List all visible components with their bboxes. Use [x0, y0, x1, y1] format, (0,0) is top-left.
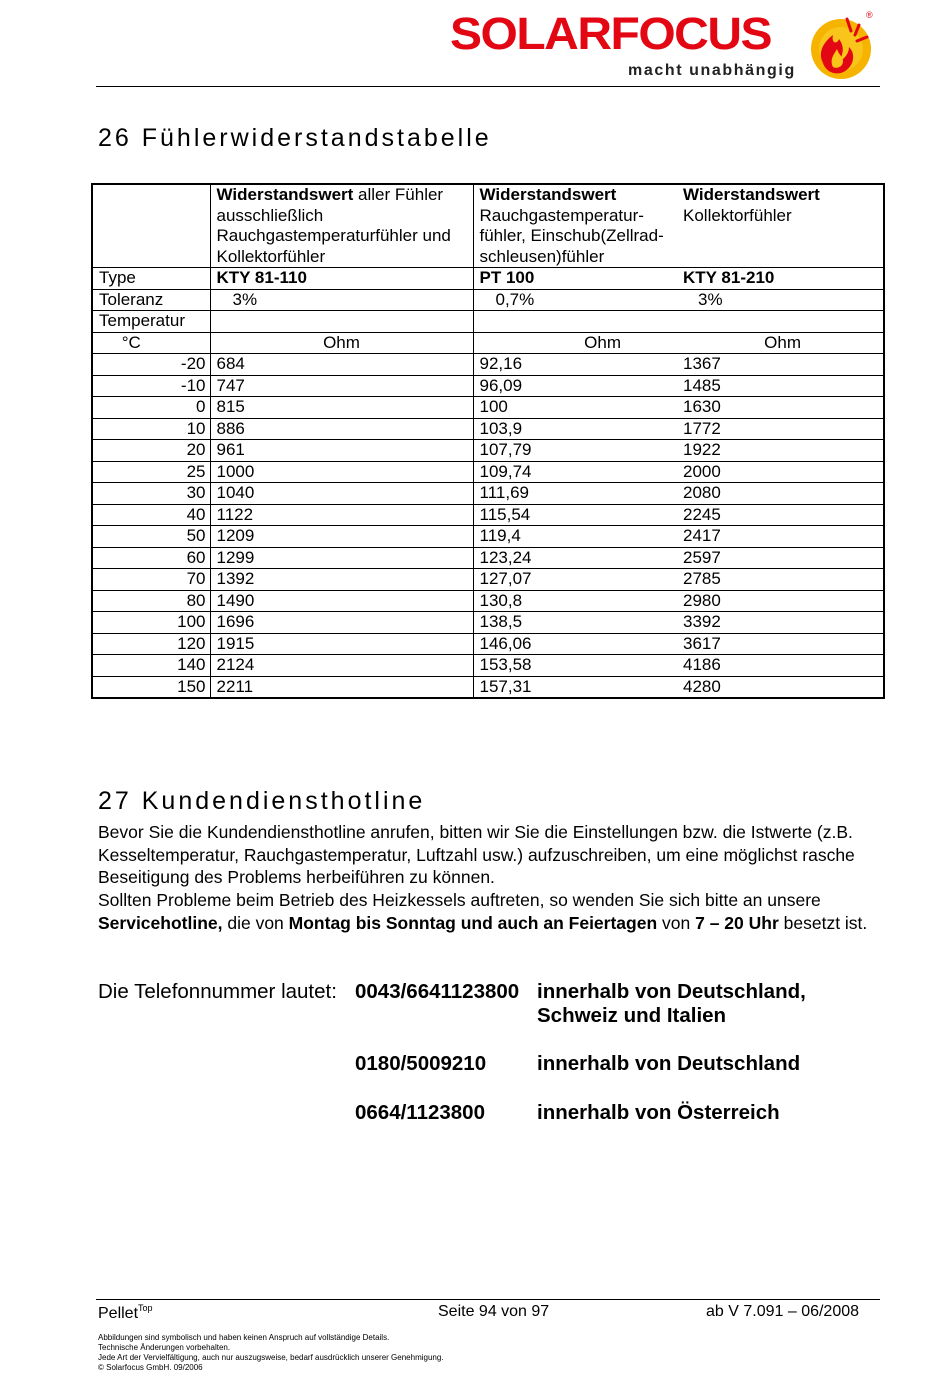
ohm-kty81-210-cell: 1485 [677, 375, 884, 397]
temperature-cell: 40 [92, 504, 210, 526]
ohm-kty81-210-cell: 3392 [677, 612, 884, 634]
unit-ohm: Ohm [210, 332, 473, 354]
ohm-kty81-210-cell: 1630 [677, 397, 884, 419]
empty-cell [210, 311, 473, 333]
hotline-paragraph: Bevor Sie die Kundendiensthotline anrufen, bitten wir Sie die Einstellungen bzw. die Istwerte (z.B. Kesseltemperatur, Rauchgastemperatur, Luftzahl usw.) aufzuschreiben, um eine möglichst rasche Beseitigung des Problems herbeiführen zu können. Sollten Probleme beim Betrieb des Heizkessels auftreten, so wenden Sie sich bitte an unsere Servicehotline, die von Montag bis Sonntag und auch an Feiertagen von 7 – 20 Uhr besetzt ist. [98, 822, 868, 933]
table-row [92, 590, 884, 612]
ohm-kty81-110-cell: 1299 [210, 547, 473, 569]
ohm-pt100-cell: 96,09 [473, 375, 677, 397]
ohm-kty81-110-cell: 1490 [210, 590, 473, 612]
temperature-cell: 60 [92, 547, 210, 569]
ohm-pt100-cell: 146,06 [473, 633, 677, 655]
ohm-kty81-210-cell: 4280 [677, 676, 884, 698]
tolerance-cell: 3% [210, 289, 473, 311]
table-row [92, 504, 884, 526]
ohm-kty81-210-cell: 2080 [677, 483, 884, 505]
ohm-kty81-210-cell: 2000 [677, 461, 884, 483]
sensor-resistance-table [91, 183, 885, 699]
ohm-kty81-110-cell: 961 [210, 440, 473, 462]
ohm-kty81-210-cell: 4186 [677, 655, 884, 677]
unit-celsius: °C [92, 332, 210, 354]
tolerance-cell: 0,7% [473, 289, 677, 311]
ohm-pt100-cell: 127,07 [473, 569, 677, 591]
table-unit-row [92, 332, 884, 354]
ohm-kty81-110-cell: 815 [210, 397, 473, 419]
ohm-pt100-cell: 138,5 [473, 612, 677, 634]
ohm-kty81-110-cell: 2211 [210, 676, 473, 698]
temperature-cell: 120 [92, 633, 210, 655]
header-cell-flue-gas: Widerstandswert Rauchgastemperatur-fühler, Einschub(Zellrad-schleusen)fühler [473, 184, 677, 268]
table-tolerance-row [92, 289, 884, 311]
unit-ohm: Ohm [677, 332, 884, 354]
table-row [92, 440, 884, 462]
table-row [92, 397, 884, 419]
ohm-kty81-110-cell: 1696 [210, 612, 473, 634]
sun-flame-icon [803, 11, 873, 81]
table-row [92, 483, 884, 505]
temperature-cell: -20 [92, 354, 210, 376]
ohm-kty81-110-cell: 1040 [210, 483, 473, 505]
temperature-cell: 50 [92, 526, 210, 548]
ohm-kty81-210-cell: 1922 [677, 440, 884, 462]
tolerance-label: Toleranz [92, 289, 210, 311]
table-row [92, 354, 884, 376]
temperature-cell: -10 [92, 375, 210, 397]
section-26-heading: 26 Fühlerwiderstandstabelle [98, 124, 492, 152]
phone-description: innerhalb von Deutschland, Schweiz und Italien [537, 980, 806, 1027]
table-row [92, 526, 884, 548]
ohm-kty81-210-cell: 1367 [677, 354, 884, 376]
phone-description: innerhalb von Österreich [537, 1101, 780, 1124]
temperature-cell: 30 [92, 483, 210, 505]
ohm-kty81-110-cell: 886 [210, 418, 473, 440]
temperature-cell: 70 [92, 569, 210, 591]
ohm-pt100-cell: 109,74 [473, 461, 677, 483]
brand-logo-text: SOLARFOCUS [450, 8, 771, 60]
ohm-kty81-110-cell: 747 [210, 375, 473, 397]
phone-number: 0664/1123800 [355, 1101, 485, 1124]
temperature-cell: 10 [92, 418, 210, 440]
table-row [92, 547, 884, 569]
ohm-kty81-210-cell: 2785 [677, 569, 884, 591]
temperature-cell: 150 [92, 676, 210, 698]
empty-cell [677, 311, 884, 333]
table-row [92, 633, 884, 655]
section-27-heading: 27 Kundendiensthotline [98, 787, 426, 815]
table-row [92, 375, 884, 397]
temperature-cell: 100 [92, 612, 210, 634]
ohm-kty81-210-cell: 2597 [677, 547, 884, 569]
table-temperature-label-row [92, 311, 884, 333]
ohm-pt100-cell: 100 [473, 397, 677, 419]
ohm-pt100-cell: 130,8 [473, 590, 677, 612]
footer-divider [96, 1299, 880, 1300]
registered-mark: ® [866, 10, 873, 20]
table-row [92, 612, 884, 634]
ohm-kty81-210-cell: 3617 [677, 633, 884, 655]
footer-page-number: Seite 94 von 97 [438, 1303, 550, 1320]
header-cell-standard: Widerstandswert aller Fühler ausschließlich Rauchgastemperaturfühler und Kollektorfühler [210, 184, 473, 268]
ohm-kty81-210-cell: 2417 [677, 526, 884, 548]
empty-cell [473, 311, 677, 333]
ohm-pt100-cell: 92,16 [473, 354, 677, 376]
tolerance-cell: 3% [677, 289, 884, 311]
header-cell-collector: Widerstandswert Kollektorfühler [677, 184, 884, 268]
ohm-pt100-cell: 157,31 [473, 676, 677, 698]
ohm-kty81-110-cell: 1209 [210, 526, 473, 548]
table-header-row [92, 184, 884, 268]
temperature-cell: 25 [92, 461, 210, 483]
phone-number: 0180/5009210 [355, 1052, 487, 1075]
ohm-kty81-110-cell: 1000 [210, 461, 473, 483]
ohm-kty81-210-cell: 2245 [677, 504, 884, 526]
temperature-cell: 20 [92, 440, 210, 462]
ohm-pt100-cell: 119,4 [473, 526, 677, 548]
type-cell: KTY 81-210 [677, 268, 884, 290]
ohm-kty81-110-cell: 1122 [210, 504, 473, 526]
type-cell: KTY 81-110 [210, 268, 473, 290]
ohm-kty81-110-cell: 1915 [210, 633, 473, 655]
ohm-pt100-cell: 115,54 [473, 504, 677, 526]
ohm-kty81-210-cell: 1772 [677, 418, 884, 440]
table-type-row [92, 268, 884, 290]
temperature-cell: 80 [92, 590, 210, 612]
table-row [92, 676, 884, 698]
ohm-pt100-cell: 123,24 [473, 547, 677, 569]
table-row [92, 569, 884, 591]
temperature-label: Temperatur [92, 311, 210, 333]
type-label: Type [92, 268, 210, 290]
table-row [92, 655, 884, 677]
ohm-pt100-cell: 153,58 [473, 655, 677, 677]
ohm-kty81-110-cell: 2124 [210, 655, 473, 677]
temperature-cell: 140 [92, 655, 210, 677]
ohm-pt100-cell: 107,79 [473, 440, 677, 462]
hotline-text: Bevor Sie die Kundendiensthotline anrufen, bitten wir Sie die Einstellungen bzw. die Istwerte (z.B. Kesseltemperatur, Rauchgastemperatur, Luftzahl usw.) aufzuschreiben, um eine möglichst rasche Beseitigung des Problems herbeiführen zu können. [98, 822, 855, 888]
table-row [92, 418, 884, 440]
ohm-kty81-110-cell: 684 [210, 354, 473, 376]
footer-version: ab V 7.091 – 06/2008 [706, 1303, 860, 1320]
ohm-pt100-cell: 103,9 [473, 418, 677, 440]
footer-product: Pellet$^{Top}$ [98, 1303, 153, 1322]
header-divider [96, 86, 880, 87]
temperature-cell: 0 [92, 397, 210, 419]
header-cell-empty [92, 184, 210, 268]
type-cell: PT 100 [473, 268, 677, 290]
table-row [92, 461, 884, 483]
ohm-kty81-110-cell: 1392 [210, 569, 473, 591]
brand-tagline: macht unabhängig [628, 62, 796, 79]
footer-disclaimer: Abbildungen sind symbolisch und haben keinen Anspruch auf vollständige Details. Technische Änderungen vorbehalten. Jede Art der Vervielfältigung, auch nur auszugsweise, bedarf ausdrücklich unserer Genehmigung. © Solarfocus GmbH. 09/2006 [98, 1333, 444, 1372]
phone-intro-label: Die Telefonnummer lautet: [98, 980, 337, 1003]
phone-number: 0043/6641123800 [355, 980, 520, 1003]
phone-description: innerhalb von Deutschland [537, 1052, 801, 1075]
unit-ohm: Ohm [473, 332, 677, 354]
ohm-pt100-cell: 111,69 [473, 483, 677, 505]
ohm-kty81-210-cell: 2980 [677, 590, 884, 612]
